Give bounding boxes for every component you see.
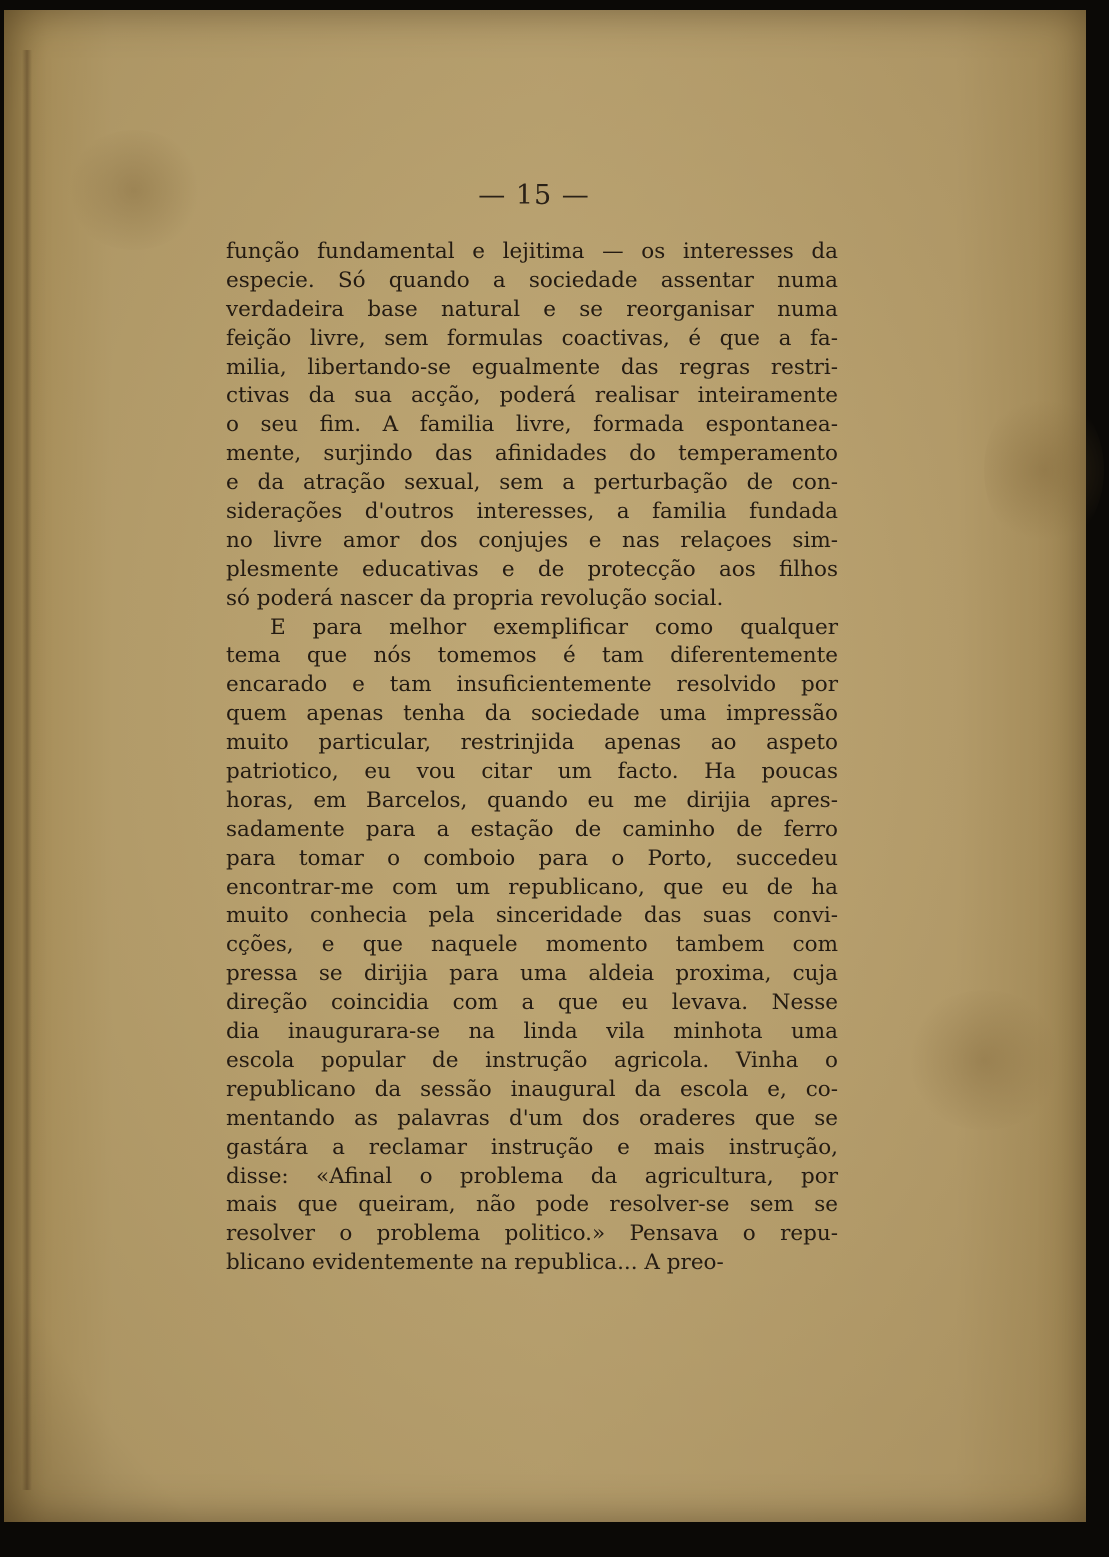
text-line: especie. Só quando a sociedade assentar numa (226, 267, 838, 293)
text-line: plesmente educativas e de protecção aos filhos (226, 556, 838, 582)
text-line: horas, em Barcelos, quando eu me dirijia apres- (226, 787, 838, 813)
book-page (4, 10, 1086, 1522)
page-number: — 15 — (478, 180, 590, 211)
page-fold-shadow (22, 50, 32, 1490)
text-line: republicano da sessão inaugural da escola e, co- (226, 1076, 838, 1102)
text-line: gastára a reclamar instrução e mais instrução, (226, 1134, 838, 1160)
text-line: feição livre, sem formulas coactivas, é que a fa- (226, 325, 838, 351)
text-line: mente, surjindo das afinidades do temperamento (226, 441, 838, 467)
text-line: cções, e que naquele momento tambem com (226, 932, 838, 958)
text-line: no livre amor dos conjujes e nas relaçoes sim- (226, 527, 838, 553)
text-line: pressa se dirijia para uma aldeia proxima, cuja (226, 961, 838, 987)
text-line: resolver o problema politico.» Pensava o repu- (226, 1221, 838, 1247)
text-line: blicano evidentemente na republica... A preo- (226, 1250, 724, 1276)
text-line: sadamente para a estação de caminho de ferro (226, 816, 838, 842)
text-line: e da atração sexual, sem a perturbação de con- (226, 470, 838, 496)
paper-stain (904, 990, 1064, 1130)
text-line: disse: «Afinal o problema da agricultura, por (226, 1163, 838, 1189)
text-line: muito conhecia pela sinceridade das suas convi- (226, 903, 838, 929)
text-line: siderações d'outros interesses, a familia fundada (226, 499, 838, 525)
text-line: mais que queiram, não pode resolver-se sem se (226, 1192, 838, 1218)
text-line: escola popular de instrução agricola. Vinha o (226, 1047, 838, 1073)
text-line: o seu fim. A familia livre, formada espontanea- (226, 412, 838, 438)
text-line: ctivas da sua acção, poderá realisar inteiramente (226, 383, 838, 409)
text-line: função fundamental e lejitima — os interesses da (226, 239, 838, 264)
text-line: muito particular, restrinjida apenas ao aspeto (226, 730, 838, 756)
text-line: só poderá nascer da propria revolução social. (226, 585, 724, 611)
text-line: quem apenas tenha da sociedade uma impressão (226, 701, 838, 727)
text-line: mentando as palavras d'um dos oraderes que se (226, 1105, 838, 1131)
text-line: direção coincidia com a que eu levava. Nesse (226, 990, 838, 1016)
text-line: E para melhor exemplificar como qualquer (270, 614, 838, 640)
body-text (226, 238, 838, 1278)
text-line: tema que nós tomemos é tam diferentemente (226, 643, 838, 669)
text-line: para tomar o comboio para o Porto, succedeu (226, 845, 838, 871)
text-line: patriotico, eu vou citar um facto. Ha poucas (226, 759, 838, 785)
text-line: dia inaugurara-se na linda vila minhota uma (226, 1019, 838, 1045)
paper-stain (984, 390, 1104, 550)
text-line: encarado e tam insuficientemente resolvido por (226, 672, 838, 698)
text-line: encontrar-me com um republicano, que eu de ha (226, 874, 838, 900)
text-line: verdadeira base natural e se reorganisar numa (226, 296, 838, 322)
text-line: milia, libertando-se egualmente das regras restri- (226, 354, 838, 380)
